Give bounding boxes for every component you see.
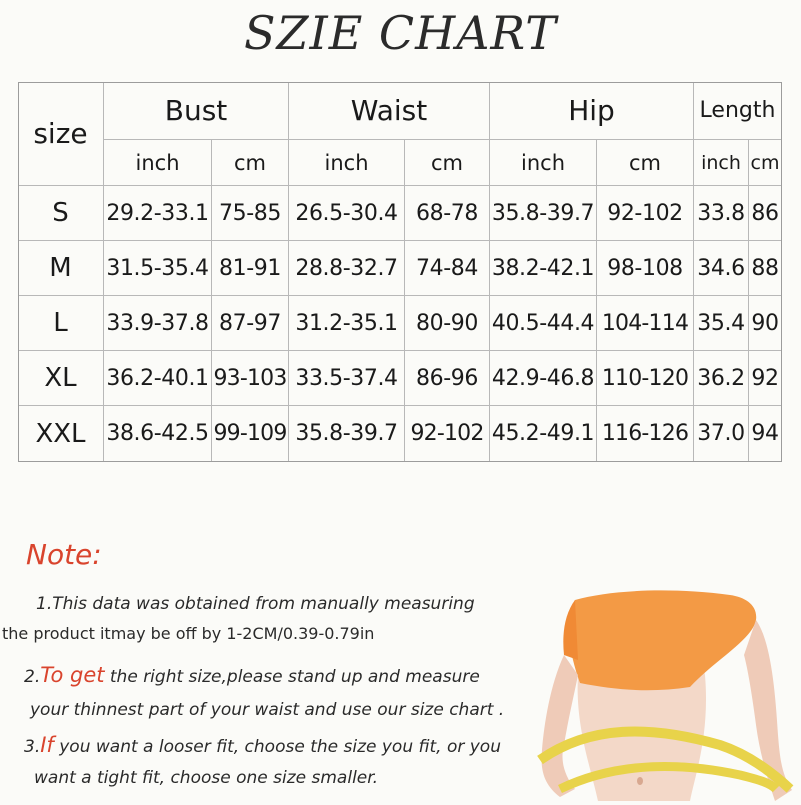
bust-inch-cell: 33.9-37.8 <box>104 296 212 351</box>
note-highlight: If <box>40 733 54 757</box>
hip-cm-cell: 92-102 <box>597 186 694 241</box>
bust-inch-cell: 36.2-40.1 <box>104 351 212 406</box>
length-header: Length <box>694 82 782 140</box>
size-cell: XXL <box>18 406 104 462</box>
bust-inch-header: inch <box>104 140 212 186</box>
waist-inch-header: inch <box>289 140 405 186</box>
length-cm-cell: 90 <box>749 296 782 351</box>
bust-inch-cell: 29.2-33.1 <box>104 186 212 241</box>
bust-cm-cell: 93-103 <box>212 351 289 406</box>
bust-header: Bust <box>104 82 289 140</box>
note-number: 2. <box>24 667 41 687</box>
note-text: you want a looser fit, choose the size you fit, or you <box>53 737 501 757</box>
length-cm-cell: 92 <box>749 351 782 406</box>
length-inch-cell: 37.0 <box>694 406 749 462</box>
size-cell: L <box>18 296 104 351</box>
waist-cm-cell: 92-102 <box>405 406 490 462</box>
hip-inch-cell: 35.8-39.7 <box>490 186 597 241</box>
waist-inch-cell: 26.5-30.4 <box>289 186 405 241</box>
hip-cm-cell: 98-108 <box>597 241 694 296</box>
bust-cm-cell: 75-85 <box>212 186 289 241</box>
note-number: 3. <box>24 737 41 757</box>
hip-inch-cell: 45.2-49.1 <box>490 406 597 462</box>
note-line-3 <box>24 733 501 757</box>
length-inch-cell: 33.8 <box>694 186 749 241</box>
waist-inch-cell: 33.5-37.4 <box>289 351 405 406</box>
bust-inch-cell: 31.5-35.4 <box>104 241 212 296</box>
length-cm-cell: 86 <box>749 186 782 241</box>
note-line-2 <box>24 663 480 687</box>
note-title: Note: <box>26 538 102 571</box>
note-line-1-cont: the product itmay be off by 1-2CM/0.39-0.79in <box>2 624 375 643</box>
hip-cm-cell: 104-114 <box>597 296 694 351</box>
waist-inch-cell: 28.8-32.7 <box>289 241 405 296</box>
waist-inch-cell: 31.2-35.1 <box>289 296 405 351</box>
waist-cm-cell: 80-90 <box>405 296 490 351</box>
note-line-3-cont: want a tight fit, choose one size smaller. <box>34 768 379 788</box>
waist-cm-cell: 74-84 <box>405 241 490 296</box>
size-cell: S <box>18 186 104 241</box>
length-inch-header: inch <box>694 140 749 186</box>
hip-cm-cell: 116-126 <box>597 406 694 462</box>
length-cm-cell: 94 <box>749 406 782 462</box>
hip-cm-header: cm <box>597 140 694 186</box>
length-inch-cell: 35.4 <box>694 296 749 351</box>
hip-inch-header: inch <box>490 140 597 186</box>
hip-inch-cell: 40.5-44.4 <box>490 296 597 351</box>
waist-measuring-figure-icon <box>520 575 801 801</box>
length-cm-header: cm <box>749 140 782 186</box>
waist-header: Waist <box>289 82 490 140</box>
bust-inch-cell: 38.6-42.5 <box>104 406 212 462</box>
note-highlight: To get <box>40 663 105 687</box>
hip-cm-cell: 110-120 <box>597 351 694 406</box>
size-cell: M <box>18 241 104 296</box>
hip-header: Hip <box>490 82 694 140</box>
page-title: SZIE CHART <box>244 6 557 60</box>
note-text: the right size,please stand up and measure <box>104 667 480 687</box>
bust-cm-header: cm <box>212 140 289 186</box>
length-inch-cell: 36.2 <box>694 351 749 406</box>
waist-cm-header: cm <box>405 140 490 186</box>
size-column-header: size <box>18 82 104 186</box>
waist-inch-cell: 35.8-39.7 <box>289 406 405 462</box>
waist-cm-cell: 68-78 <box>405 186 490 241</box>
length-cm-cell: 88 <box>749 241 782 296</box>
hip-inch-cell: 42.9-46.8 <box>490 351 597 406</box>
bust-cm-cell: 81-91 <box>212 241 289 296</box>
bust-cm-cell: 99-109 <box>212 406 289 462</box>
waist-cm-cell: 86-96 <box>405 351 490 406</box>
note-line-1: 1.This data was obtained from manually measuring <box>36 594 475 614</box>
length-inch-cell: 34.6 <box>694 241 749 296</box>
size-cell: XL <box>18 351 104 406</box>
note-line-2-cont: your thinnest part of your waist and use our size chart . <box>30 700 505 720</box>
bust-cm-cell: 87-97 <box>212 296 289 351</box>
size-chart-table <box>18 82 782 462</box>
hip-inch-cell: 38.2-42.1 <box>490 241 597 296</box>
